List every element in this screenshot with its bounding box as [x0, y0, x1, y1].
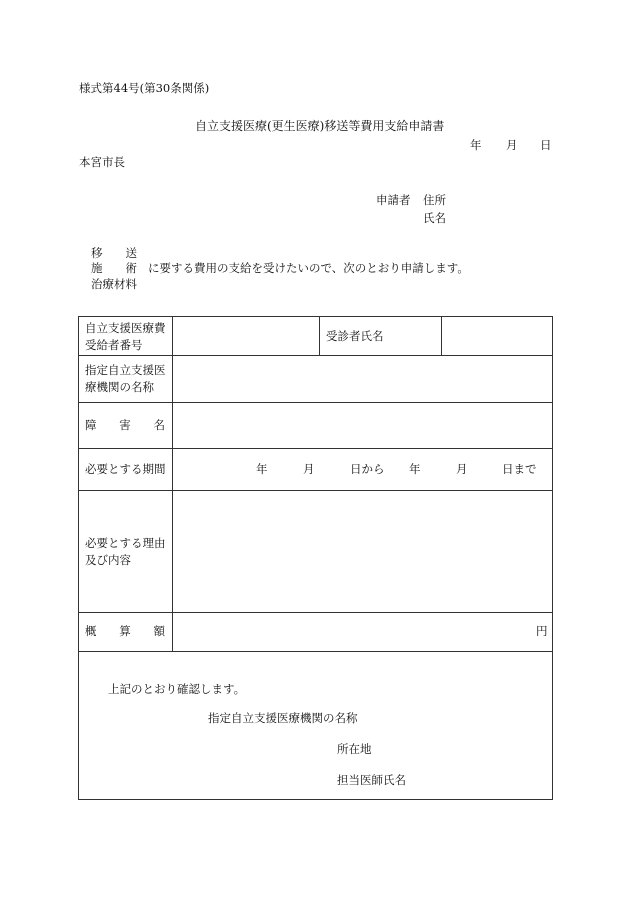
applicant-name-label: 氏名	[423, 211, 446, 225]
estimate-field[interactable]	[173, 613, 552, 650]
period-end-day: 日まで	[502, 462, 537, 476]
recipient-number-label: 自立支援医療費 受給者番号	[85, 321, 166, 352]
estimate-label: 概 算 額	[85, 624, 165, 638]
reason-field[interactable]	[173, 491, 552, 611]
applicant-address-label: 住所	[423, 193, 446, 207]
form-number: 様式第44号(第30条関係)	[79, 81, 210, 95]
applicant-label: 申請者	[376, 193, 411, 207]
addressee: 本宮市長	[79, 155, 125, 169]
confirm-institution-name-label: 指定自立支援医療機関の名称	[208, 711, 358, 725]
confirm-location-label: 所在地	[337, 742, 372, 756]
reason-label: 必要とする理由 及び内容	[85, 536, 166, 567]
purpose-option-treatment: 施 術	[91, 261, 137, 275]
column-divider	[319, 317, 320, 355]
institution-field[interactable]	[173, 356, 552, 401]
row-divider	[79, 448, 552, 449]
patient-name-field[interactable]	[442, 318, 552, 354]
date-day: 日	[540, 138, 552, 152]
patient-name-label: 受診者氏名	[326, 329, 384, 343]
institution-label: 指定自立支援医 療機関の名称	[85, 363, 166, 394]
confirm-doctor-label: 担当医師氏名	[337, 773, 406, 787]
disability-field[interactable]	[173, 403, 552, 447]
form-title: 自立支援医療(更生医療)移送等費用支給申請書	[195, 119, 445, 133]
period-end-month: 月	[456, 462, 468, 476]
period-start-day: 日から	[350, 462, 385, 476]
period-start-year: 年	[256, 462, 268, 476]
yen-unit: 円	[536, 624, 548, 638]
purpose-option-transport: 移 送	[91, 246, 137, 260]
period-start-month: 月	[303, 462, 315, 476]
purpose-text: に要する費用の支給を受けたいので、次のとおり申請します。	[148, 261, 469, 275]
period-end-year: 年	[409, 462, 421, 476]
row-divider	[79, 651, 552, 652]
period-label: 必要とする期間	[85, 462, 166, 476]
date-month: 月	[506, 138, 518, 152]
purpose-option-material: 治療材料	[91, 277, 137, 291]
application-table	[78, 316, 553, 800]
confirm-statement: 上記のとおり確認します。	[108, 682, 246, 696]
date-year: 年	[470, 138, 482, 152]
disability-label: 障 害 名	[85, 418, 165, 432]
recipient-number-field[interactable]	[173, 318, 318, 354]
